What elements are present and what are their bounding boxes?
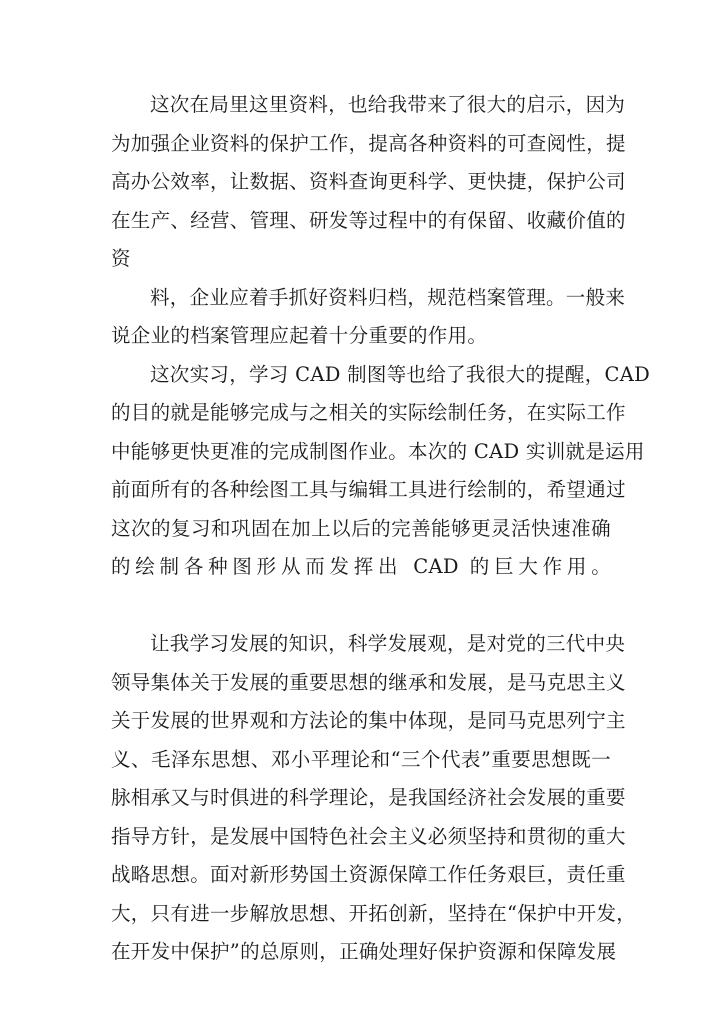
text-line: 的绘制各种图形从而发挥出 CAD 的巨大作用。 (111, 555, 611, 578)
paragraph-2 (111, 279, 626, 356)
text-line: 大，只有进一步解放思想、开拓创新，坚持在“保护中开发， (111, 901, 637, 925)
text-line (111, 587, 611, 626)
paragraph-1 (111, 86, 626, 279)
text-line: 中能够更快更准的完成制图作业。本次的 CAD 实训就是运用 (111, 439, 645, 463)
paragraph-4 (111, 625, 637, 972)
text-line: 资 (111, 247, 131, 270)
text-line: 让我学习发展的知识，科学发展观，是对党的三代中央 (150, 632, 626, 655)
paragraph-3 (111, 356, 651, 626)
text-line: 战略思想。面对新形势国土资源保障工作任务艰巨，责任重 (111, 863, 626, 886)
text-line: 的目的就是能够完成与之相关的实际绘制任务，在实际工作 (111, 401, 626, 424)
text-line: 关于发展的世界观和方法论的集中体现，是同马克思列宁主 (111, 709, 626, 732)
document-body (111, 86, 651, 972)
text-line: 脉相承又与时俱进的科学理论，是我国经济社会发展的重要 (111, 786, 626, 809)
text-line: 指导方针，是发展中国特色社会主义必须坚持和贯彻的重大 (111, 824, 626, 848)
text-line: 料，企业应着手抓好资料归档，规范档案管理。一般来 (150, 285, 626, 309)
text-line: 高办公效率，让数据、资料查询更科学、更快捷，保护公司 (111, 170, 626, 193)
text-line: 这次实习，学习 CAD 制图等也给了我很大的提醒，CAD (150, 362, 651, 386)
text-line: 这次的复习和巩固在加上以后的完善能够更灵活快速准确 (111, 516, 611, 540)
text-line: 为加强企业资料的保护工作，提高各种资料的可查阅性，提 (111, 131, 626, 155)
text-line: 领导集体关于发展的重要思想的继承和发展，是马克思主义 (111, 670, 626, 694)
text-line: 在开发中保护”的总原则，正确处理好保护资源和保障发展 (111, 940, 617, 963)
text-line: 这次在局里这里资料，也给我带来了很大的启示，因为 (150, 93, 626, 116)
text-line: 义、毛泽东思想、邓小平理论和“三个代表”重要思想既一 (111, 747, 611, 771)
text-line: 在生产、经营、管理、研发等过程中的有保留、收藏价值的 (111, 208, 626, 232)
text-line: 说企业的档案管理应起着十分重要的作用。 (111, 324, 488, 347)
text-line: 前面所有的各种绘图工具与编辑工具进行绘制的，希望通过 (111, 478, 626, 501)
